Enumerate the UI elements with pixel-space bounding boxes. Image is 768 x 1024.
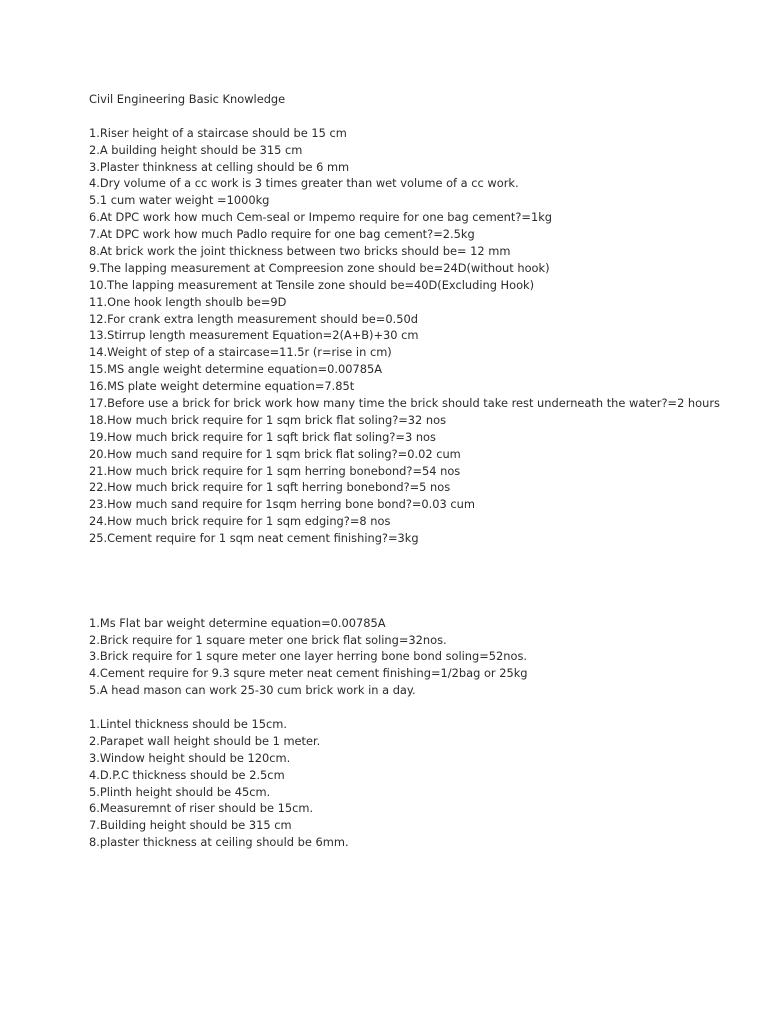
list-item: 1.Ms Flat bar weight determine equation=0.00785A (89, 615, 386, 630)
list-item: 12.For crank extra length measurement should be=0.50d (89, 311, 418, 326)
list-item: 16.MS plate weight determine equation=7.85t (89, 379, 355, 394)
list-item: 4.Dry volume of a cc work is 3 times greater than wet volume of a cc work. (89, 176, 519, 191)
list-item: 5.1 cum water weight =1000kg (89, 193, 270, 208)
list-item: 1.Riser height of a staircase should be 15 cm (89, 125, 347, 140)
list-item: 15.MS angle weight determine equation=0.00785A (89, 362, 383, 377)
knowledge-list-1 (89, 125, 749, 547)
list-item: 6.Measuremnt of riser should be 15cm. (89, 801, 314, 816)
list-item: 18.How much brick require for 1 sqm brick flat soling?=32 nos (89, 412, 447, 427)
list-item: 2.A building height should be 315 cm (89, 142, 303, 157)
list-item: 8.plaster thickness at ceiling should be 6mm. (89, 835, 349, 850)
knowledge-list-2 (89, 615, 749, 699)
list-item: 14.Weight of step of a staircase=11.5r (r=rise in cm) (89, 345, 392, 360)
list-item: 5.A head mason can work 25-30 cum brick work in a day. (89, 683, 416, 698)
list-item: 25.Cement require for 1 sqm neat cement finishing?=3kg (89, 531, 419, 546)
list-item: 11.One hook length shoulb be=9D (89, 294, 287, 309)
section-spacer (89, 699, 749, 716)
section-spacer (89, 547, 749, 615)
list-item: 4.Cement require for 9.3 squre meter neat cement finishing=1/2bag or 25kg (89, 666, 528, 681)
list-item: 13.Stirrup length measurement Equation=2(A+B)+30 cm (89, 328, 419, 343)
list-item: 23.How much sand require for 1sqm herring bone bond?=0.03 cum (89, 497, 475, 512)
list-item: 19.How much brick require for 1 sqft brick flat soling?=3 nos (89, 429, 436, 444)
list-item: 3.Plaster thinkness at celling should be 6 mm (89, 159, 350, 174)
list-item: 8.At brick work the joint thickness between two bricks should be= 12 mm (89, 244, 511, 259)
list-item: 1.Lintel thickness should be 15cm. (89, 716, 287, 731)
list-item: 2.Brick require for 1 square meter one brick flat soling=32nos. (89, 632, 447, 647)
list-item: 9.The lapping measurement at Compreesion zone should be=24D(without hook) (89, 260, 550, 275)
list-item: 4.D.P.C thickness should be 2.5cm (89, 767, 285, 782)
document-body (89, 91, 749, 851)
list-item: 7.Building height should be 315 cm (89, 818, 292, 833)
list-item: 22.How much brick require for 1 sqft herring bonebond?=5 nos (89, 480, 451, 495)
list-item: 10.The lapping measurement at Tensile zone should be=40D(Excluding Hook) (89, 277, 535, 292)
list-item: 5.Plinth height should be 45cm. (89, 784, 271, 799)
list-item: 24.How much brick require for 1 sqm edging?=8 nos (89, 514, 391, 529)
list-item: 7.At DPC work how much Padlo require for one bag cement?=2.5kg (89, 227, 475, 242)
document-title: Civil Engineering Basic Knowledge (89, 92, 286, 106)
knowledge-list-3 (89, 716, 749, 851)
list-item: 3.Window height should be 120cm. (89, 750, 291, 765)
list-item: 2.Parapet wall height should be 1 meter. (89, 733, 321, 748)
list-item: 20.How much sand require for 1 sqm brick flat soling?=0.02 cum (89, 446, 461, 461)
list-item: 3.Brick require for 1 squre meter one layer herring bone bond soling=52nos. (89, 649, 528, 664)
list-item: 21.How much brick require for 1 sqm herring bonebond?=54 nos (89, 463, 461, 478)
list-item: 6.At DPC work how much Cem-seal or Impemo require for one bag cement?=1kg (89, 210, 553, 225)
list-item: 17.Before use a brick for brick work how many time the brick should take rest underneath the water?=2 hours (89, 396, 720, 411)
